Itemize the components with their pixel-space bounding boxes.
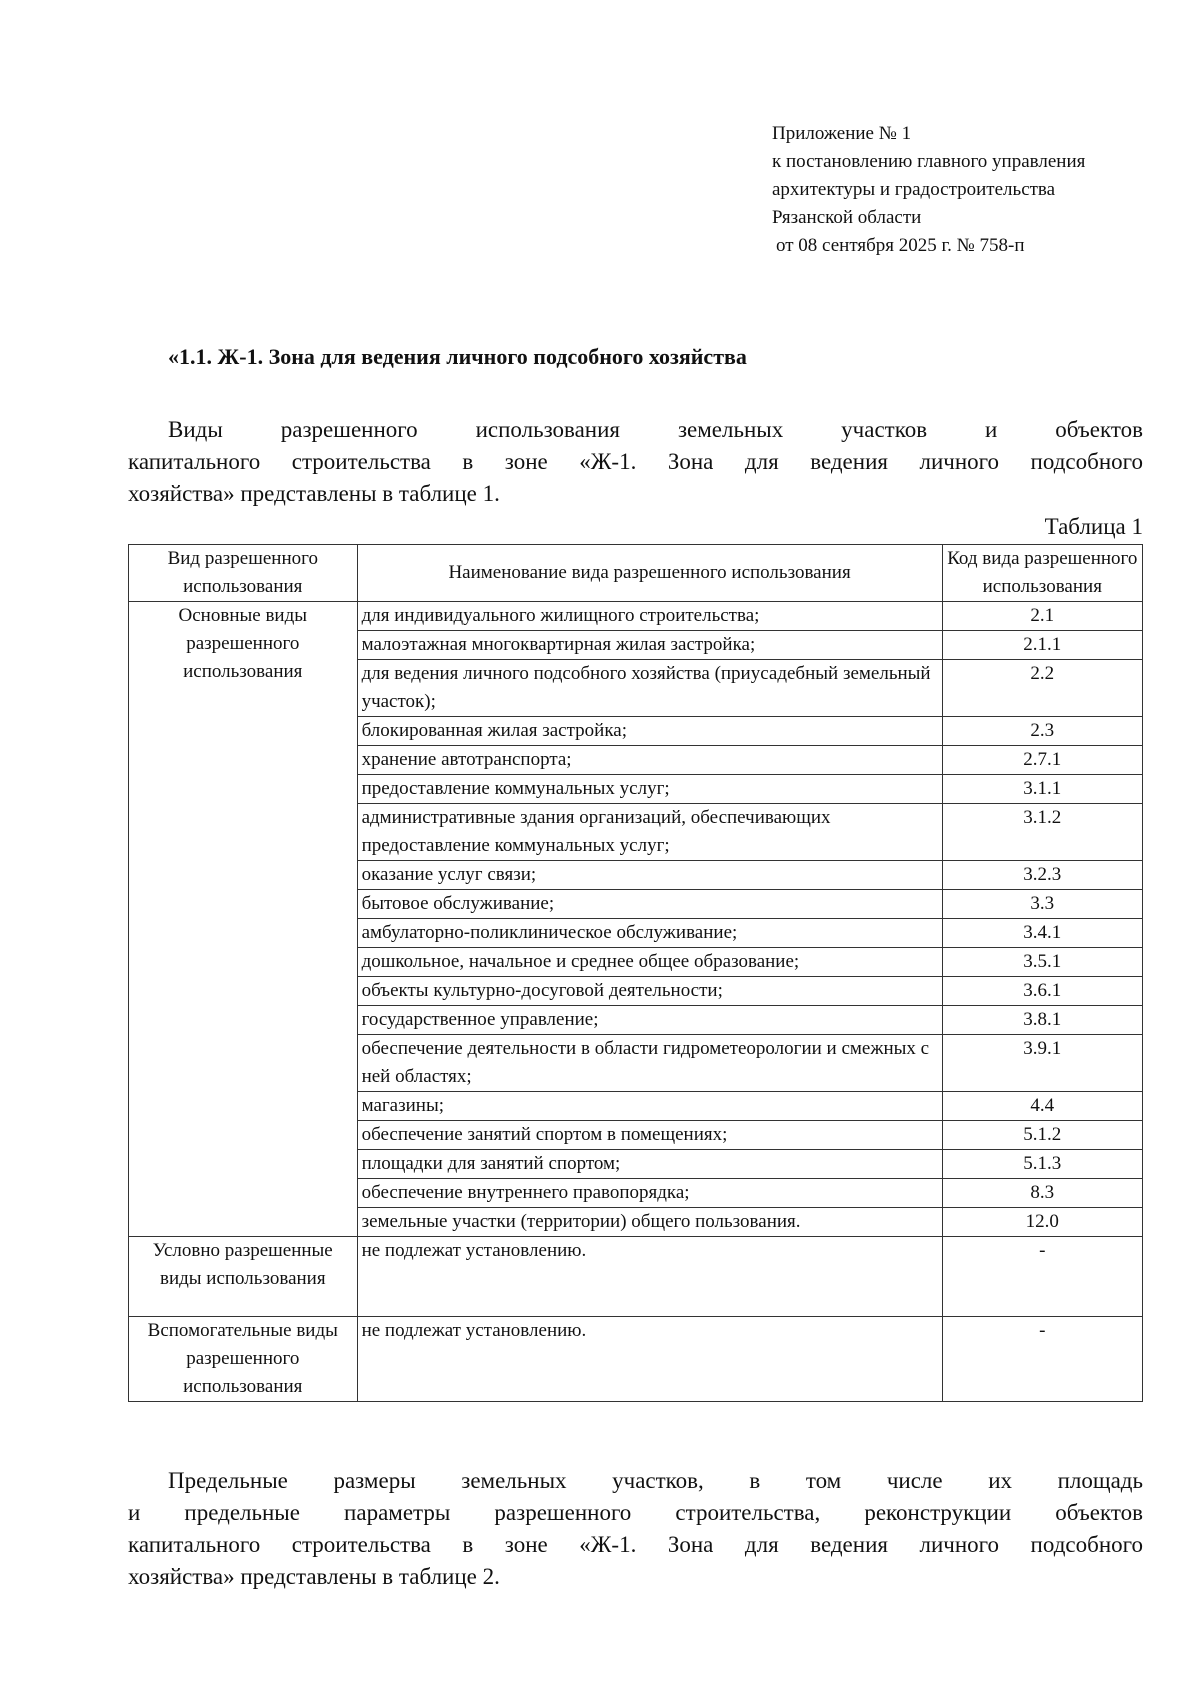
auxiliary-uses-group: Вспомогательные виды разрешенного использования xyxy=(129,1317,358,1402)
main-uses-group: Основные виды разрешенного использования xyxy=(129,602,358,1237)
use-code-cell: 3.3 xyxy=(942,890,1142,919)
appendix-date: от 08 сентября 2025 г. № 758-п xyxy=(776,235,1025,256)
use-code-cell: 5.1.2 xyxy=(942,1121,1142,1150)
intro-line-1: Виды разрешенного использования земельных участков и объектов xyxy=(168,417,1143,442)
permitted-use-table xyxy=(128,544,1143,1402)
use-code-cell: 2.3 xyxy=(942,717,1142,746)
conditional-uses-code: - xyxy=(942,1237,1142,1317)
use-code-cell: 2.2 xyxy=(942,660,1142,717)
closing-line-4: хозяйства» представлены в таблице 2. xyxy=(128,1564,500,1589)
closing-line-3: капитального строительства в зоне «Ж-1. Зона для ведения личного подсобного xyxy=(128,1532,1143,1557)
table-body xyxy=(129,602,1143,1402)
use-name-cell: обеспечение деятельности в области гидрометеорологии и смежных с ней областях; xyxy=(357,1035,942,1092)
header-use-code: Код вида разрешенного использования xyxy=(942,545,1142,602)
appendix-reference: к постановлению главного управления xyxy=(772,151,1086,172)
closing-line-2: и предельные параметры разрешенного строительства, реконструкции объектов xyxy=(128,1500,1143,1525)
use-name-cell: предоставление коммунальных услуг; xyxy=(357,775,942,804)
use-code-cell: 8.3 xyxy=(942,1179,1142,1208)
intro-line-3: хозяйства» представлены в таблице 1. xyxy=(128,481,500,506)
header-use-type: Вид разрешенного использования xyxy=(129,545,358,602)
use-code-cell: 3.4.1 xyxy=(942,919,1142,948)
use-name-cell: обеспечение внутреннего правопорядка; xyxy=(357,1179,942,1208)
appendix-authority: архитектуры и градостроительства xyxy=(772,179,1056,200)
use-code-cell: 3.1.2 xyxy=(942,804,1142,861)
table-header-row xyxy=(129,545,1143,602)
use-name-cell: блокированная жилая застройка; xyxy=(357,717,942,746)
appendix-block xyxy=(772,120,1085,260)
appendix-number: Приложение № 1 xyxy=(772,123,912,144)
intro-paragraph xyxy=(128,414,1143,510)
use-name-cell: площадки для занятий спортом; xyxy=(357,1150,942,1179)
use-name-cell: для индивидуального жилищного строительства; xyxy=(357,602,942,631)
use-code-cell: 3.6.1 xyxy=(942,977,1142,1006)
use-name-cell: бытовое обслуживание; xyxy=(357,890,942,919)
use-code-cell: 2.7.1 xyxy=(942,746,1142,775)
conditional-uses-group: Условно разрешенные виды использования xyxy=(129,1237,358,1317)
use-code-cell: 12.0 xyxy=(942,1208,1142,1237)
use-name-cell: объекты культурно-досуговой деятельности; xyxy=(357,977,942,1006)
use-code-cell: 4.4 xyxy=(942,1092,1142,1121)
auxiliary-uses-code: - xyxy=(942,1317,1142,1402)
use-name-cell: хранение автотранспорта; xyxy=(357,746,942,775)
use-code-cell: 2.1.1 xyxy=(942,631,1142,660)
closing-paragraph xyxy=(128,1465,1143,1593)
use-code-cell: 3.2.3 xyxy=(942,861,1142,890)
use-code-cell: 3.5.1 xyxy=(942,948,1142,977)
appendix-region: Рязанской области xyxy=(772,207,922,228)
auxiliary-uses-name: не подлежат установлению. xyxy=(357,1317,942,1402)
use-code-cell: 2.1 xyxy=(942,602,1142,631)
use-name-cell: малоэтажная многоквартирная жилая застройка; xyxy=(357,631,942,660)
table-row xyxy=(129,602,1143,631)
use-name-cell: земельные участки (территории) общего пользования. xyxy=(357,1208,942,1237)
use-name-cell: обеспечение занятий спортом в помещениях; xyxy=(357,1121,942,1150)
use-name-cell: амбулаторно-поликлиническое обслуживание; xyxy=(357,919,942,948)
table-label: Таблица 1 xyxy=(1044,514,1143,539)
use-name-cell: магазины; xyxy=(357,1092,942,1121)
section-heading: «1.1. Ж-1. Зона для ведения личного подсобного хозяйства xyxy=(168,344,747,369)
header-use-name: Наименование вида разрешенного использования xyxy=(357,545,942,602)
use-name-cell: оказание услуг связи; xyxy=(357,861,942,890)
use-name-cell: государственное управление; xyxy=(357,1006,942,1035)
conditional-uses-row xyxy=(129,1237,1143,1317)
conditional-uses-name: не подлежат установлению. xyxy=(357,1237,942,1317)
use-code-cell: 3.8.1 xyxy=(942,1006,1142,1035)
use-name-cell: административные здания организаций, обеспечивающих предоставление коммунальных услуг; xyxy=(357,804,942,861)
use-name-cell: для ведения личного подсобного хозяйства (приусадебный земельный участок); xyxy=(357,660,942,717)
use-code-cell: 3.1.1 xyxy=(942,775,1142,804)
auxiliary-uses-row xyxy=(129,1317,1143,1402)
use-code-cell: 3.9.1 xyxy=(942,1035,1142,1092)
use-code-cell: 5.1.3 xyxy=(942,1150,1142,1179)
closing-line-1: Предельные размеры земельных участков, в том числе их площадь xyxy=(168,1468,1143,1493)
intro-line-2: капитального строительства в зоне «Ж-1. Зона для ведения личного подсобного xyxy=(128,449,1143,474)
use-name-cell: дошкольное, начальное и среднее общее образование; xyxy=(357,948,942,977)
